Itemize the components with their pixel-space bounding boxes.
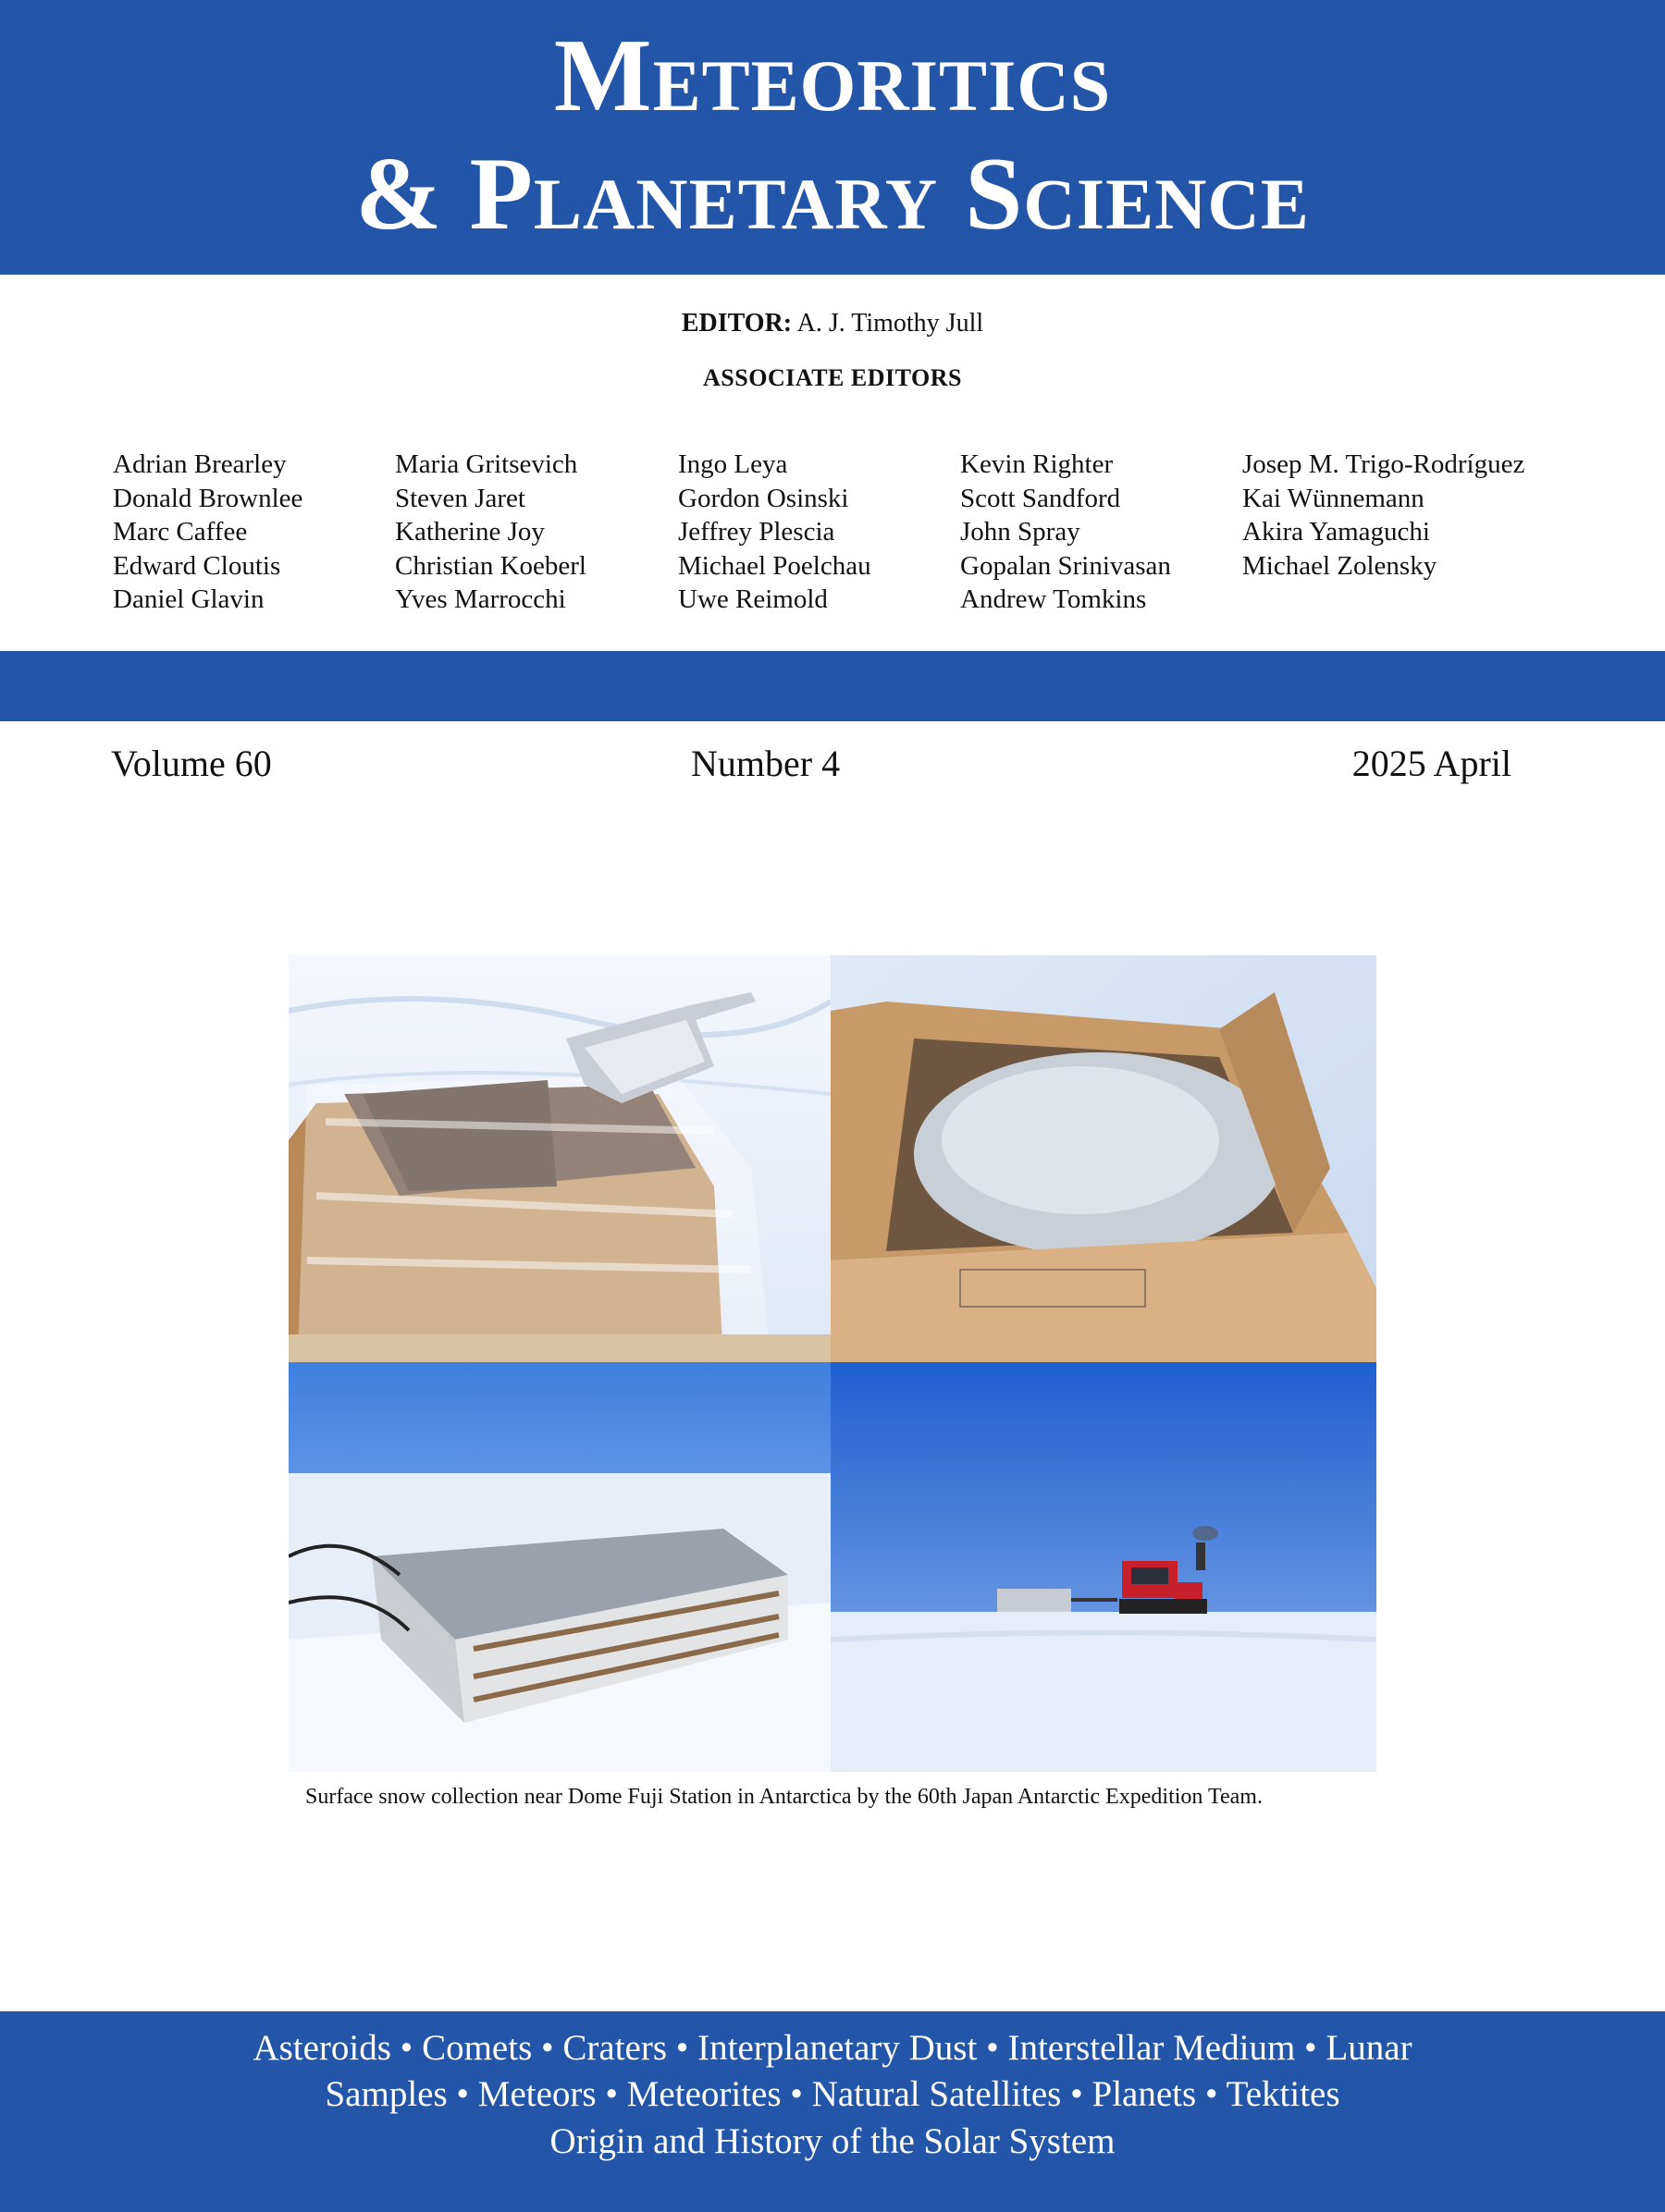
associate-editor: Yves Marrocchi bbox=[395, 584, 566, 614]
issue-date: 2025 April bbox=[1351, 743, 1511, 784]
associate-editor: Maria Gritsevich bbox=[395, 449, 578, 479]
associate-editor: Jeffrey Plescia bbox=[678, 517, 835, 547]
editor-column-1 bbox=[113, 448, 302, 617]
associate-editor: Josep M. Trigo-Rodríguez bbox=[1242, 449, 1525, 479]
associate-editor: Katherine Joy bbox=[395, 517, 545, 547]
associate-editor: Adrian Brearley bbox=[113, 449, 287, 479]
journal-title-line-1: Meteoritics bbox=[553, 18, 1112, 133]
photo-open-cardboard-box bbox=[831, 955, 1376, 1362]
associate-editor: Christian Koeberl bbox=[395, 550, 586, 581]
cover-photo-grid bbox=[289, 955, 1376, 1772]
volume-label: Volume 60 bbox=[111, 743, 272, 784]
associate-editor: Uwe Reimold bbox=[678, 584, 828, 614]
associate-editor: Scott Sandford bbox=[960, 483, 1121, 513]
journal-title-line-2: & Planetary Science bbox=[355, 137, 1310, 252]
masthead-band bbox=[0, 0, 1665, 275]
editor-column-5 bbox=[1242, 448, 1524, 583]
subjects-line-3: Origin and History of the Solar System bbox=[549, 2121, 1116, 2161]
subjects-line-1: Asteroids • Comets • Craters • Interplanetary Dust • Interstellar Medium • Lunar bbox=[253, 2028, 1412, 2068]
associate-editor: Gordon Osinski bbox=[678, 483, 849, 513]
divider-band bbox=[0, 651, 1665, 721]
associate-editor: Daniel Glavin bbox=[113, 584, 265, 614]
associate-editor: Akira Yamaguchi bbox=[1242, 517, 1430, 547]
subjects-line-2: Samples • Meteors • Meteorites • Natural Satellites • Planets • Tektites bbox=[325, 2074, 1340, 2114]
associate-editors-heading: ASSOCIATE EDITORS bbox=[703, 364, 962, 391]
associate-editor: Michael Poelchau bbox=[678, 550, 871, 581]
editor-column-2 bbox=[395, 448, 586, 617]
editor-column-3 bbox=[678, 448, 871, 617]
editor-line bbox=[0, 309, 1665, 338]
associate-editor: Ingo Leya bbox=[678, 449, 788, 479]
associate-editor: Kevin Righter bbox=[960, 449, 1114, 479]
associate-editor: Marc Caffee bbox=[113, 517, 248, 547]
associate-editor: Gopalan Srinivasan bbox=[960, 550, 1171, 581]
editor-label: EDITOR: bbox=[681, 309, 793, 338]
associate-editor: Andrew Tomkins bbox=[960, 584, 1147, 614]
associate-editor: Edward Cloutis bbox=[113, 550, 281, 581]
photo-box-with-scoop bbox=[289, 955, 831, 1362]
issue-number: Number 4 bbox=[691, 743, 841, 784]
associate-editor: Michael Zolensky bbox=[1242, 550, 1437, 581]
photo-sled-with-boxes bbox=[289, 1362, 831, 1772]
associate-editor: Donald Brownlee bbox=[113, 483, 303, 513]
photo-snowcat-traverse bbox=[831, 1362, 1376, 1772]
photo-caption: Surface snow collection near Dome Fuji Station in Antarctica by the 60th Japan Antarctic Expedition Team. bbox=[305, 1785, 1263, 1809]
editor-name: A. J. Timothy Jull bbox=[796, 309, 984, 338]
associate-editor: Kai Wünnemann bbox=[1242, 483, 1424, 513]
associate-editor: Steven Jaret bbox=[395, 483, 525, 513]
associate-editor: John Spray bbox=[960, 517, 1080, 547]
editor-column-4 bbox=[960, 448, 1171, 617]
